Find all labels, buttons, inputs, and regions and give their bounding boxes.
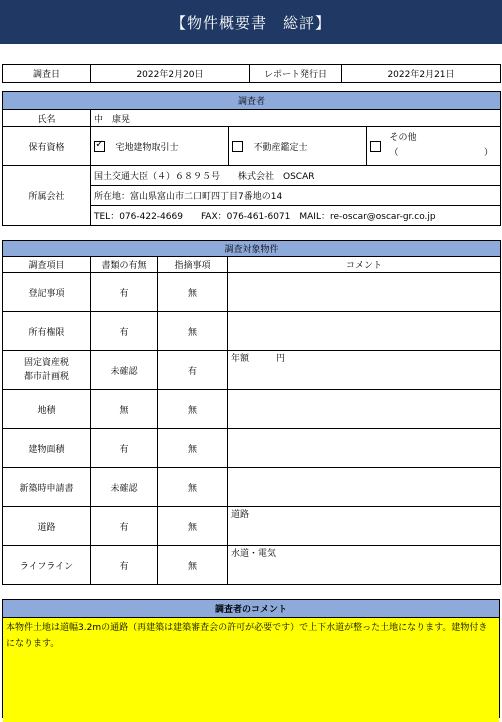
row-doc: 未確認	[91, 468, 158, 507]
row-item: 登記事項	[3, 273, 91, 312]
surveyor-section-title: 調査者	[3, 92, 501, 110]
qual-other-paren-open: （	[389, 148, 399, 158]
row-item: 建物面積	[3, 429, 91, 468]
company-address: 所在地：富山県富山市二口町四丁目7番地の14	[91, 186, 501, 206]
row-item: 新築時申請書	[3, 468, 91, 507]
row-doc: 有	[91, 429, 158, 468]
row-comment: 道路	[228, 507, 501, 546]
surveyor-comment-box	[2, 599, 500, 718]
surveyor-table	[2, 91, 501, 226]
surveyor-comment-body: 本物件土地は道幅3.2mの通路（再建築は建築審査会の許可が必要です）で上下水道が整った土地になります。建物付きになります。	[3, 618, 499, 722]
qualification-label: 保有資格	[3, 127, 91, 166]
row-doc: 有	[91, 546, 158, 585]
header-issues: 指摘事項	[158, 257, 228, 273]
header-item: 調査項目	[3, 257, 91, 273]
row-point: 無	[158, 546, 228, 585]
row-doc: 有	[91, 507, 158, 546]
row-comment: 年額 円	[228, 351, 501, 390]
survey-date-label: 調査日	[3, 65, 91, 83]
row-point: 有	[158, 351, 228, 390]
property-table	[2, 240, 501, 585]
checkbox-other[interactable]	[370, 141, 381, 152]
row-doc: 無	[91, 390, 158, 429]
name-label: 氏名	[3, 110, 91, 127]
row-doc: 未確認	[91, 351, 158, 390]
row-item: 地積	[3, 390, 91, 429]
row-item: 固定資産税 都市計画税	[3, 351, 91, 390]
qual-other-paren-close: ）	[483, 148, 493, 158]
row-doc: 有	[91, 273, 158, 312]
row-comment	[228, 429, 501, 468]
row-item: ライフライン	[3, 546, 91, 585]
row-point: 無	[158, 273, 228, 312]
qual-takken-label: 宅地建物取引士	[113, 127, 229, 166]
company-registration: 国土交通大臣（４）６８９５号 株式会社 OSCAR	[91, 166, 501, 186]
row-comment	[228, 273, 501, 312]
header-documents: 書類の有無	[91, 257, 158, 273]
report-date-label: レポート発行日	[250, 65, 342, 83]
qual-other-label: その他	[389, 133, 417, 143]
company-contact: TEL：076-422-4669 FAX：076-461-6071 MAIL：re-oscar@oscar-gr.co.jp	[91, 206, 501, 226]
row-comment	[228, 468, 501, 507]
row-point: 無	[158, 312, 228, 351]
name-value: 中 康晃	[91, 110, 501, 127]
row-comment	[228, 390, 501, 429]
row-comment	[228, 312, 501, 351]
row-item: 道路	[3, 507, 91, 546]
qual-appraiser-label: 不動産鑑定士	[251, 127, 367, 166]
row-point: 無	[158, 468, 228, 507]
survey-date-value: 2022年2月20日	[91, 65, 250, 83]
page-title: 【物件概要書 総評】	[0, 0, 502, 44]
property-section-title: 調査対象物件	[3, 241, 501, 257]
row-point: 無	[158, 429, 228, 468]
row-point: 無	[158, 507, 228, 546]
survey-dates-table	[2, 64, 501, 83]
checkbox-appraiser[interactable]	[232, 141, 243, 152]
header-comment: コメント	[228, 257, 501, 273]
row-point: 無	[158, 390, 228, 429]
company-label: 所属会社	[3, 166, 91, 226]
row-comment: 水道・電気	[228, 546, 501, 585]
surveyor-comment-title: 調査者のコメント	[3, 600, 499, 618]
row-doc: 有	[91, 312, 158, 351]
checkbox-takken[interactable]	[94, 141, 105, 152]
report-date-value: 2022年2月21日	[342, 65, 501, 83]
row-item: 所有権限	[3, 312, 91, 351]
